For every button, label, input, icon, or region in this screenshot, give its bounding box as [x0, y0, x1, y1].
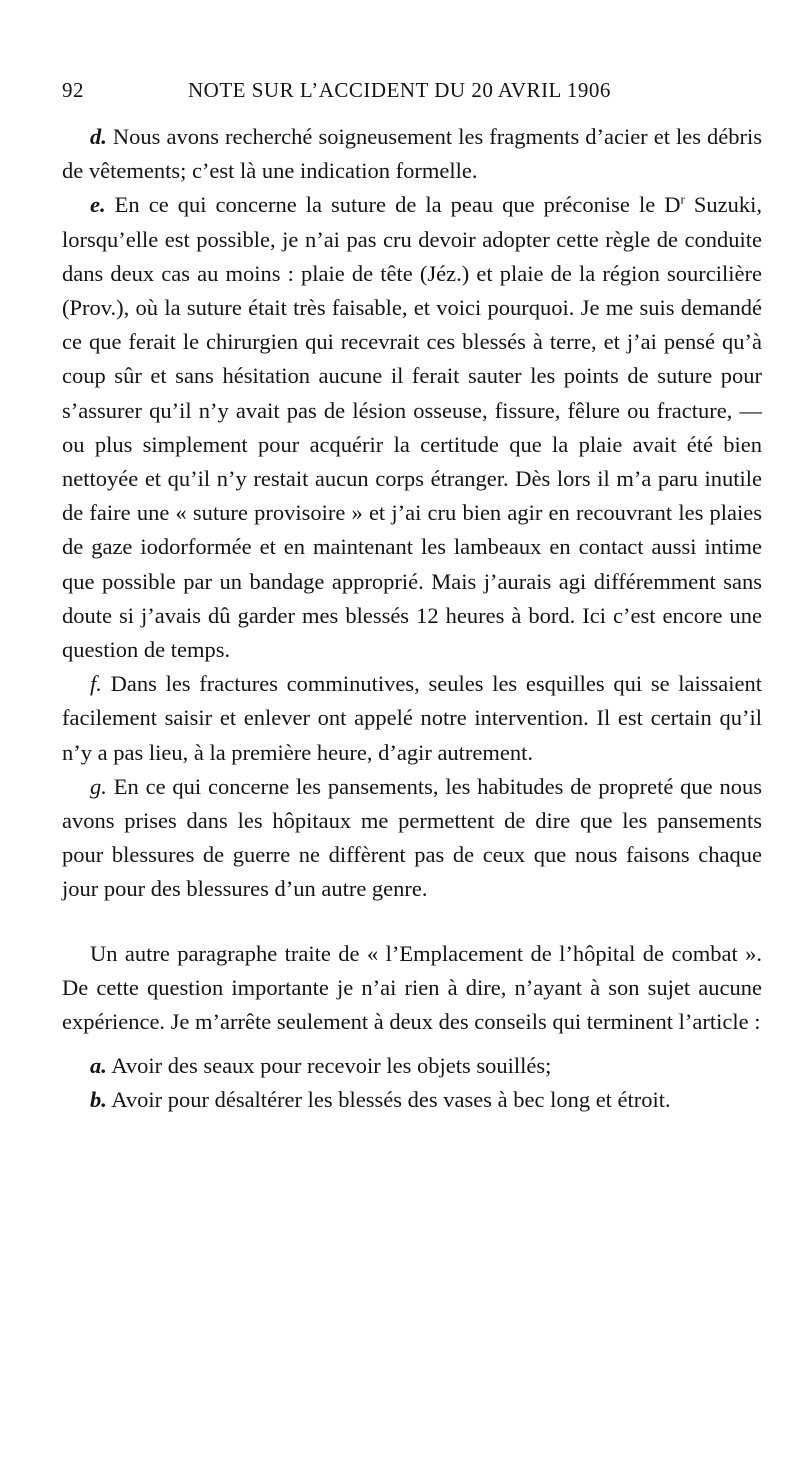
list-item-a: [62, 1049, 762, 1083]
list-marker-a: a.: [90, 1053, 107, 1079]
paragraph-g: [62, 770, 762, 907]
list-text-b: Avoir pour désaltérer les blessés des vases à bec long et étroit.: [111, 1087, 671, 1113]
paragraph-intro: [62, 937, 762, 1040]
paragraph-text-intro: Un autre paragraphe traite de « l’Emplacement de l’hôpital de combat ». De cette question importante je n’ai rien à dire, n’ayant à son sujet aucune expérience. Je m’arrête seulement à deux des conseils qui terminent l’article :: [62, 940, 762, 1035]
paragraph-d: [62, 120, 762, 188]
paragraph-text-e-rest: Suzuki, lorsqu’elle est possible, je n’ai pas cru devoir adopter cette règle de conduite dans deux cas au moins : plaie de tête (Jéz.) et plaie de la région sourcilière (Prov.), où la suture était très faisable, et voici pourquoi. Je me suis demandé ce que ferait le chirurgien qui recevrait ces blessés à terre, et j’ai pensé qu’à coup sûr et sans hésitation aucune il ferait sauter les points de suture pour s’assurer qu’il n’y avait pas de lésion osseuse, fissure, fêlure ou fracture, — ou plus simplement pour acquérir la certitude que la plaie avait été bien nettoyée et qu’il n’y restait aucun corps étranger. Dès lors il m’a paru inutile de faire une « suture provisoire » et j’ai cru bien agir en recouvrant les plaies de gaze iodorformée et en maintenant les lambeaux en contact aussi intime que possible par un bandage approprié. Mais j’aurais agi différemment sans doute si j’avais dû garder mes blessés 12 heures à bord. Ici c’est encore une question de temps.: [62, 192, 762, 663]
paragraph-text-d: Nous avons recherché soigneusement les fragments d’acier et les débris de vêtements; c’est là une indication formelle.: [62, 124, 762, 184]
paragraph-text-g: En ce qui concerne les pansements, les habitudes de propreté que nous avons prises dans les hôpitaux me permettent de dire que les pansements pour blessures de guerre ne diffèrent pas de ceux que nous faisons chaque jour pour des blessures d’un autre genre.: [62, 773, 763, 902]
paragraph-f: [62, 667, 762, 770]
list-text-a: Avoir des seaux pour recevoir les objets souillés;: [111, 1053, 552, 1079]
paragraph-marker-f: f.: [90, 671, 102, 697]
paragraph-marker-g: g.: [90, 773, 107, 799]
paragraph-marker-e: e.: [90, 192, 106, 218]
page-number: 92: [62, 78, 84, 102]
list-item-b: [62, 1083, 762, 1117]
paragraph-e: [62, 188, 762, 667]
body-text: [62, 120, 762, 1118]
paragraph-text-e-start: En ce qui concerne la suture de la peau que préconise le D: [114, 192, 681, 218]
paragraph-marker-d: d.: [90, 124, 107, 149]
page-header: [62, 78, 760, 108]
paragraph-text-f: Dans les fractures comminutives, seules les esquilles qui se laissaient facilement saisir et enlever ont appelé notre intervention. Il est certain qu’il n’y a pas lieu, à la première heure, d’agir autrement.: [62, 671, 763, 765]
running-title: NOTE SUR L’ACCIDENT DU 20 AVRIL 1906: [188, 78, 611, 102]
doctor-abbrev-superscript: r: [680, 191, 685, 207]
list-marker-b: b.: [90, 1087, 107, 1113]
